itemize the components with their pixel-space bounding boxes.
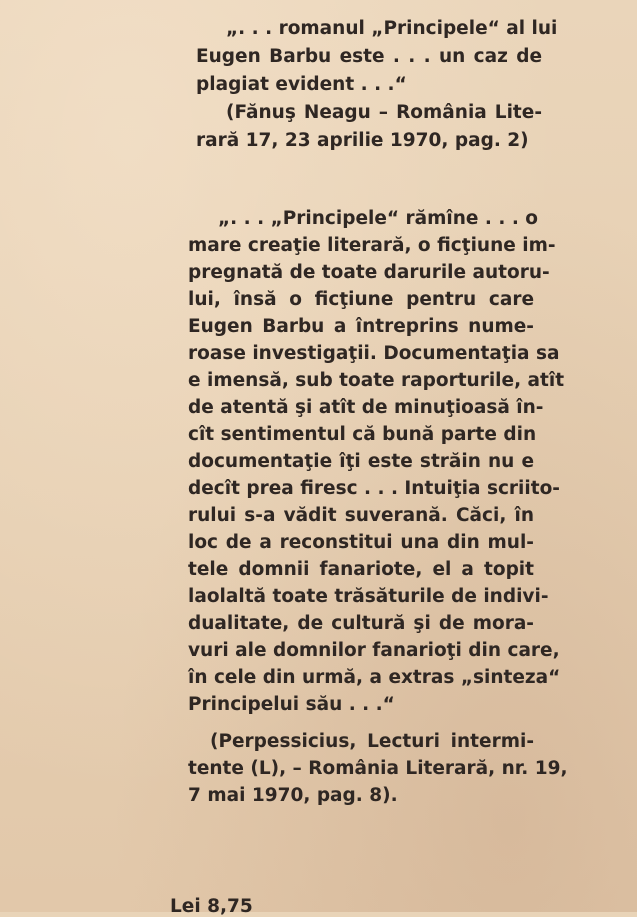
citation-line: (Fănuş Neagu – România Lite- <box>226 102 542 123</box>
quote-line: roase investigaţii. Documentaţia sa <box>188 343 560 364</box>
quote-line: mare creaţie literară, o ficţiune im- <box>188 235 556 256</box>
citation-line: tente (L), – România Literară, nr. 19, <box>188 758 568 779</box>
quote-line: în cele din urmă, a extras „sinteza“ <box>188 667 561 688</box>
citation-line: rară 17, 23 aprilie 1970, pag. 2) <box>196 130 529 151</box>
quote-line: Eugen Barbu este . . . un caz de <box>196 46 542 67</box>
quote-line: rului s-a vădit suverană. Căci, în <box>188 505 534 526</box>
quote-line: lui, însă o ficţiune pentru care <box>188 289 534 310</box>
quote-line: e imensă, sub toate raporturile, atît <box>188 370 565 391</box>
quote-line: pregnată de toate darurile autoru- <box>188 262 550 283</box>
quote-line: documentaţie îţi este străin nu e <box>188 451 534 472</box>
citation-line: (Perpessicius, Lecturi intermi- <box>210 731 534 752</box>
quote-line: Eugen Barbu a întreprins nume- <box>188 316 534 337</box>
citation-line: 7 mai 1970, pag. 8). <box>188 785 398 806</box>
quote-line: dualitate, de cultură şi de mora- <box>188 613 534 634</box>
quote-line: plagiat evident . . .“ <box>196 74 407 95</box>
price-label: Lei 8,75 <box>170 896 253 917</box>
quote-line: „. . . romanul „Principele“ al lui <box>226 18 558 39</box>
quote-line: Principelui său . . .“ <box>188 694 395 715</box>
quote-line: laolaltă toate trăsăturile de indivi- <box>188 586 549 607</box>
quote-line: „. . . „Principele“ rămîne . . . o <box>218 208 539 229</box>
quote-line: decît prea firesc . . . Intuiţia scriito- <box>188 478 560 499</box>
quote-line: vuri ale domnilor fanarioţi din care, <box>188 640 560 661</box>
quote-line: loc de a reconstitui una din mul- <box>188 532 534 553</box>
quote-line: de atentă şi atît de minuţioasă în- <box>188 397 544 418</box>
quote-line: tele domnii fanariote, el a topit <box>188 559 534 580</box>
quote-line: cît sentimentul că bună parte din <box>188 424 537 445</box>
